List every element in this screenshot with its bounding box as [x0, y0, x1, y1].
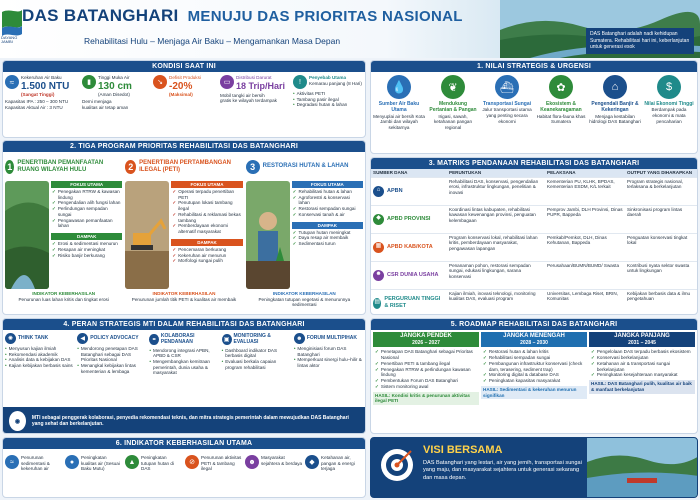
kondisi-item: [293, 75, 363, 111]
list-item: ✓ Rehabilitasi hutan & lahan: [292, 189, 352, 194]
peran-item: ▣ MONITORING & EVALUASI • Dashboard indikator DAS berbasis digital • Evaluasi berkala capaian program rehabilitasi: [222, 333, 291, 376]
program-list: [3, 152, 365, 311]
table-row: ⌂ APBN Rehabilitasi DAS, konservasi, pengendalian erosi, infrastruktur lingkungan, penelitian & inovasi Kementerian PU, KLHK, BPDAS, Kementerian ESDM, K/L terkait Program strategis nasional, terlaksana & berkelanjutan: [371, 177, 697, 205]
list-item: • Mendorong penetapan DAS Batanghari sebagai DAS Prioritas Nasional: [77, 346, 138, 363]
roadmap-phase: JANGKA PANJANG 2031 – 2045 ✓ Pengelolaan DAS terpadu berbasis ekosistem ✓ Konservasi berkelanjutan ✓ Ketahanan air & transportasi sungai berkelanjutan ✓ Peningkatan kesejahteraan masyarakat HASIL: DAS Batanghari pulih, kualitas air baik & manfaat berkelanjutan: [589, 332, 695, 405]
program-panel: [2, 140, 366, 315]
program-number: 2: [125, 160, 136, 174]
page-title: [22, 6, 463, 26]
peran-item: ☻ FORUM MULTIPIHAK • Menginisiasi forum DAS Batanghari • Memperkuat sinergi hulu–hilir & lintas aktor: [294, 333, 363, 376]
list-item: ✓ Perlindungan sempadan sungai: [52, 206, 108, 217]
people-icon: ☻: [245, 455, 259, 469]
kondisi-item: [82, 75, 150, 111]
kondisi-label: Penyebab Utama: [309, 75, 347, 80]
list-item: ✓ Monitoring digital & database DAS: [483, 372, 559, 378]
indikator-item: ▲ Peningkatan tutupan hutan di DAS: [125, 455, 183, 472]
list-item: ✓ Rehabilitasi & reklamasi bekas tambang: [172, 211, 241, 223]
kondisi-value: 18 Trip/Hari: [236, 80, 286, 91]
peran-item: ✺ THINK TANK • Menyusun kajian ilmiah • Rekomendasi akademik • Analisis data & kebijakan DAS • Kajian kebijakan berbasis sains: [5, 333, 74, 376]
list-item: ✓ Pencemaran berkurang: [172, 246, 227, 252]
nilai-list: [371, 72, 697, 134]
penyebab-list: [293, 91, 363, 108]
mti-text: MTI sebagai penggerak kolaborasi, penyedia rekomendasi teknis, dan mitra strategis pemerintah dalam mewujudkan DAS Batanghari yang sehat dan berkelanjutan.: [31, 414, 349, 427]
list-item: ✓ Pembangunan infrastruktur konservasi (check dam, terasering, sediment trap): [483, 360, 583, 372]
kondisi-label: Tinggi Muka Air: [98, 75, 130, 80]
visi-title: VISI BERSAMA: [423, 444, 503, 456]
nilai-panel: [370, 60, 698, 154]
title-rest: MENUJU DAS PRIORITAS NASIONAL: [187, 8, 463, 25]
nilai-item: ⛴ Transportasi Sungai Jalur transportasi utama yang penting secara ekonomi: [481, 75, 533, 131]
indikator-list: [3, 449, 365, 478]
nilai-item: $ Nilai Ekonomi Tinggi Berdampak pada ekonomi & mata pencaharian: [643, 75, 695, 131]
list-item: ✓ Ketahanan air & transportasi sungai berkelanjutan: [591, 360, 670, 372]
program-heading: PENERTIBAN PEMANFAATAN RUANG WILAYAH HULU: [17, 159, 104, 173]
table-row: ◆ APBD PROVINSI Koordinasi lintas kabupaten, rehabilitasi kawasan kewenangan provinsi, penguatan kelembagaan Pemprov Jambi, DLH Provinsi, Dinas PUPR, Bappeda Sinkronisasi program lintas daerah: [371, 205, 697, 233]
hero-note: DAS Batanghari adalah nadi kehidupan Sumatera. Rehabilitasi hari ini, keberlanjutan untuk generasi esok: [586, 28, 694, 54]
list-item: ✓ Pembentukan Forum DAS Batanghari: [375, 378, 458, 384]
list-item: ✓ Erosi & sedimentasi menurun: [52, 241, 118, 247]
money-icon: $: [657, 75, 681, 99]
matriks-panel: [370, 157, 698, 315]
list-item: ✓ Sedimentasi turun: [292, 241, 336, 247]
kondisi-title: KONDISI SAAT INI: [3, 61, 365, 72]
dampak-list: [171, 246, 242, 265]
kondisi-label: Distribusi Darurat: [236, 75, 272, 80]
droplet-icon: ●: [65, 455, 79, 469]
monitor-icon: ▣: [222, 334, 232, 345]
title-main: DAS BATANGHARI: [22, 6, 179, 25]
program-heading: RESTORASI HUTAN & LAHAN: [262, 163, 349, 170]
visi-panel: [370, 437, 698, 498]
indikator-item: ◆ Ketahanan air, pangan & energi terjaga: [305, 455, 363, 472]
kondisi-value: -20%: [169, 80, 193, 92]
indikator-item: ● Peningkatan kualitas air (Sesuai Baku Mutu): [65, 455, 123, 472]
nilai-title: 1. NILAI STRATEGIS & URGENSI: [371, 61, 697, 72]
roadmap-phase: JANGKA MENENGAH 2028 – 2030 ✓ Restorasi hutan & lahan kritis ✓ Rehabilitasi sempadan sungai ✓ Pembangunan infrastruktur konservasi (check dam, terasering, sediment trap) ✓ Monitoring digital & database DAS ✓ Peningkatan kapasitas masyarakat HASIL: Sedimentasi & kekeruhan menurun signifikan: [481, 332, 587, 405]
peran-panel: [2, 318, 366, 434]
list-item: • Menangkal kebijakan lintas kementerian & lembaga: [77, 363, 136, 374]
list-item: • Kajian kebijakan berbasis sains: [5, 363, 73, 369]
peran-list: [3, 330, 365, 379]
handshake-icon: ⚭: [149, 334, 158, 345]
list-item: ✓ Tutupan hutan meningkat: [292, 229, 351, 235]
list-item: • Rekomendasi akademik: [5, 351, 58, 357]
nilai-item: ✿ Ekosistem & Keanekaragaman Habitat flora-fauna khas Sumatera: [535, 75, 587, 131]
list-item: • Tambang pasir ilegal: [293, 96, 339, 102]
list-item: ✓ Agroforestri & konservasi lahan: [292, 194, 350, 206]
list-item: ✓ Penutupan lokasi tambang ilegal: [172, 200, 233, 212]
bank-icon: ⌂: [373, 186, 384, 197]
boat-icon: ⛴: [495, 75, 519, 99]
shield-icon: ◆: [373, 214, 384, 225]
indikator-item: ☻ Masyarakat sejahtera & berdaya: [245, 455, 303, 472]
nilai-item: 💧 Sumber Air Baku Utama Menyuplai air bersih Kota Jambi dan wilayah sekitarnya: [373, 75, 425, 131]
list-item: ✓ Penetapan DAS Batanghari sebagai Prioritas Nasional: [375, 349, 473, 361]
visi-text: DAS Batanghari yang lestari, air yang jernih, transportasi sungai yang maju, dan masyarakat sejahtera untuk generasi sekarang dan masa depan.: [423, 460, 582, 481]
list-item: ✓ Restorasi hutan & lahan kritis: [483, 349, 549, 355]
list-item: • Menyusun kajian ilmiah: [5, 346, 57, 351]
program-card: 2 PENERTIBAN PERTAMBANGAN ILEGAL (PETI) FOKUS UTAMA ✓ Operasi terpadu penertiban PETI ✓ Penutupan lokasi tambang ilegal ✓ Rehabilitasi & reklamasi bekas tambang ✓ Pemberdayaan ekonomi alternatif masyarakat DAMPAK ✓ Pencemaran berkurang ✓ Kekeruhan air menurun ✓ Morfologi sungai pulih INDIKATOR KEBERHASILAN Penurunan jumlah titik PETI & kualitas air membaik: [125, 155, 242, 308]
list-item: • Evaluasi berkala capaian program rehabilitasi: [221, 358, 277, 370]
building-icon: ▦: [373, 242, 384, 253]
forest-photo: [5, 181, 49, 289]
page-subtitle: Rehabilitasi Hulu – Menjaga Air Baku – Mengamankan Masa Depan: [84, 36, 341, 46]
list-item: ✓ Konservasi tanah & air: [292, 211, 345, 217]
program-card: 3 RESTORASI HUTAN & LAHAN FOKUS UTAMA ✓ Rehabilitasi hutan & lahan ✓ Agroforestri & konservasi lahan ✓ Restorasi sempadan sungai ✓ Konservasi tanah & air DAMPAK ✓ Tutupan hutan meningkat ✓ Daya resap air membaik ✓ Sedimentasi turun INDIKATOR KEBERHASILAN Peningkatan tutupan vegetasi & menurunnya sedimentasi: [246, 155, 363, 308]
tree-icon: ▲: [125, 455, 139, 469]
list-item: • Memperkuat sinergi hulu–hilir & lintas aktor: [293, 357, 362, 369]
list-item: • Degradasi hutan & lahan: [293, 102, 348, 108]
matriks-title: 3. MATRIKS PENDANAAN REHABILITASI DAS BATANGHARI: [371, 158, 697, 169]
peran-title: 4. PERAN STRATEGIS MTI DALAM REHABILITASI DAS BATANGHARI: [3, 319, 365, 330]
indikator-title: 6. INDIKATOR KEBERHASILAN UTAMA: [3, 438, 365, 449]
list-item: ✓ Penertiban PETI & tambang ilegal: [375, 360, 451, 366]
kondisi-note: (Sangat Tinggi): [21, 91, 55, 97]
indikator-item: ⊘ Penurunan aktivitas PETI & tambang ilegal: [185, 455, 243, 472]
water-drop-icon: ≈: [5, 75, 19, 89]
logo: [0, 4, 24, 52]
water-drop-icon: ≈: [5, 455, 19, 469]
program-card: 1 PENERTIBAN PEMANFAATAN RUANG WILAYAH HULU FOKUS UTAMA ✓ Penegakan RTRW & kawasan lindung ✓ Pengendalian alih fungsi lahan ✓ Perlindungan sempadan sungai ✓ Pengawasan pemanfaatan lahan DAMPAK ✓ Erosi & sedimentasi menurun ✓ Resapan air meningkat ✓ Risiko banjir berkurang INDIKATOR KEBERHASILAN Penurunan luas lahan kritis dan tingkat erosi: [5, 155, 122, 308]
list-item: ✓ Sistem monitoring awal: [375, 383, 429, 389]
book-icon: ▤: [373, 298, 381, 309]
kondisi-panel: [2, 60, 366, 138]
shield-icon: ◆: [305, 455, 319, 469]
list-item: • Dashboard indikator DAS berbasis digital: [221, 347, 278, 359]
leaf-icon: ✿: [549, 75, 573, 99]
indikator-panel: [2, 437, 366, 498]
list-item: ✓ Konservasi berkelanjutan: [591, 355, 649, 361]
list-item: ✓ Pengelolaan DAS terpadu berbasis ekosistem: [591, 349, 691, 355]
list-item: ✓ Peningkatan kapasitas masyarakat: [483, 378, 561, 384]
kondisi-value: 130 cm: [98, 80, 132, 92]
roadmap-phase: JANGKA PENDEK 2026 – 2027 ✓ Penetapan DAS Batanghari sebagai Prioritas Nasional ✓ Penertiban PETI & tambang ilegal ✓ Penegakan RTRW & perlindungan kawasan lindung ✓ Pembentukan Forum DAS Batanghari ✓ Sistem monitoring awal HASIL: Kondisi kritis & penurunan aktivitas ilegal PETI: [373, 332, 479, 405]
target-icon: [379, 447, 415, 483]
list-item: ✓ Pemberdayaan ekonomi alternatif masyarakat: [172, 223, 228, 235]
roadmap-title: 5. ROADMAP REHABILITASI DAS BATANGHARI: [371, 319, 697, 330]
truck-icon: ▭: [220, 75, 234, 89]
program-number: 1: [5, 160, 14, 174]
nilai-item: ❦ Mendukung Pertanian & Pangan Irigasi, sawah, ketahanan pangan regional: [427, 75, 479, 131]
list-item: ✓ Penegakan RTRW & perlindungan kawasan lindung: [375, 366, 471, 378]
brain-icon: ✺: [5, 333, 16, 344]
list-item: • Mengembangkan kemitraan pemerintah, dunia usaha & masyarakat: [149, 358, 210, 376]
kondisi-extra: Mobil tangki air bersih gratis ke wilayah terdampak: [220, 92, 277, 104]
mti-banner: [3, 407, 366, 434]
list-item: ✓ Operasi terpadu penertiban PETI: [172, 189, 235, 200]
peran-item: ⚭ KOLABORASI PENDANAAN • Mendorong integrasi APBN, APBD & CSR • Mengembangkan kemitraan pemerintah, dunia usaha & masyarakat: [149, 333, 218, 376]
fokus-list: [171, 188, 242, 236]
kondisi-note: (Maksimal): [169, 91, 193, 97]
fokus-list: [292, 188, 363, 219]
page-header: [0, 0, 700, 58]
warning-icon: !: [293, 75, 307, 89]
list-item: ✓ Peningkatan kesejahteraan masyarakat: [591, 372, 678, 378]
kondisi-list: [3, 72, 365, 114]
planting-photo: [246, 181, 290, 289]
mti-logo: ◉: [9, 411, 26, 431]
matriks-header-row: SUMBER DANA PERUNTUKAN PELAKSANA OUTPUT YANG DIHARAPKAN: [371, 169, 697, 177]
dampak-list: [292, 229, 363, 248]
roadmap-panel: [370, 318, 698, 434]
list-item: ✓ Kekeruhan air menurun: [172, 252, 227, 258]
kondisi-value: 1.500 NTU: [21, 80, 70, 92]
peran-item: ◀ POLICY ADVOCACY • Mendorong penetapan DAS Batanghari sebagai DAS Prioritas Nasional • Menangkal kebijakan lintas kementerian & lembaga: [77, 333, 146, 376]
kondisi-item: [5, 75, 79, 111]
list-item: ✓ Rehabilitasi sempadan sungai: [483, 355, 551, 361]
kondisi-label: Defisit Produksi: [169, 75, 201, 80]
program-number: 3: [246, 160, 260, 174]
plant-icon: ❦: [441, 75, 465, 99]
table-row: ▦ APBD KAB/KOTA Program konservasi lokal, rehabilitasi lahan kritis, pemberdayaan masyarakat, pengawasan lapangan Pemkab/Pemkot, DLH, Dinas Kehutanan, Bappeda Penguatan konservasi tingkat lokal: [371, 233, 697, 261]
excavator-photo: [125, 181, 169, 289]
table-row: ☻ CSR DUNIA USAHA Penanaman pohon, restorasi sempadan sungai, edukasi lingkungan, sarana konservasi Perusahaan/BUMN/BUMD/ Swasta Kontribusi nyata sektor swasta untuk lingkungan: [371, 261, 697, 289]
list-item: ✓ Pengawasan pemanfaatan lahan: [52, 217, 113, 229]
list-item: • Aktivitas PETI: [293, 91, 326, 96]
kondisi-label: Kekeruhan Air Baku: [21, 75, 62, 80]
kondisi-item: [153, 75, 217, 111]
people-icon: ☻: [373, 270, 384, 281]
logo-text: DAYANG JAMBI: [1, 35, 18, 45]
list-item: • Mendorong integrasi APBN, APBD & CSR: [149, 347, 210, 359]
indikator-item: ≈ Penurunan sedimentasi & kekeruhan air: [5, 455, 63, 472]
kondisi-note: (Aman Disedot): [98, 91, 130, 97]
kondisi-item: [220, 75, 290, 111]
roadmap-list: [371, 330, 697, 407]
group-icon: ☻: [294, 333, 305, 344]
water-level-icon: ▮: [82, 75, 96, 89]
dampak-list: [51, 240, 122, 259]
megaphone-icon: ◀: [77, 333, 88, 344]
kondisi-note: Kemarau panjang (8 Hari): [309, 80, 362, 86]
table-row: ▤ PERGURUAN TINGGI & RISET Kajian ilmiah, inovasi teknologi, monitoring kualitas DAS, evaluasi program Universitas, Lembaga Riset, BRIN, Komunitas Kebijakan berbasis data & ilmu pengetahuan: [371, 289, 697, 315]
fokus-list: [51, 188, 122, 230]
list-item: ✓ Penegakan RTRW & kawasan lindung: [52, 189, 120, 200]
no-mining-icon: ⊘: [185, 455, 199, 469]
list-item: ✓ Pengendalian alih fungsi lahan: [52, 200, 121, 206]
water-drop-icon: 💧: [387, 75, 411, 99]
river-photo: [587, 438, 698, 498]
program-title: 2. TIGA PROGRAM PRIORITAS REHABILITASI DAS BATANGHARI: [3, 141, 365, 152]
house-flood-icon: ⌂: [603, 75, 627, 99]
kondisi-extra: Demi menjaga kualitas air tetap aman: [82, 99, 129, 111]
chart-down-icon: ↘: [153, 75, 167, 89]
program-heading: PENERTIBAN PERTAMBANGAN ILEGAL (PETI): [139, 159, 231, 173]
kondisi-extra: Kapasitas IPA : 250 – 300 NTU Kapasitas Aktual Air : 3 NTU: [5, 99, 69, 111]
list-item: • Analisis data & kebijakan DAS: [5, 357, 71, 363]
list-item: ✓ Resapan air meningkat: [52, 246, 106, 252]
list-item: ✓ Restorasi sempadan sungai: [292, 206, 356, 212]
list-item: • Menginisiasi forum DAS Batanghari: [293, 346, 347, 357]
list-item: ✓ Risiko banjir berkurang: [52, 252, 105, 258]
list-item: ✓ Daya resap air membaik: [292, 235, 349, 241]
list-item: ✓ Morfologi sungai pulih: [172, 258, 223, 264]
nilai-item: ⌂ Pengendali Banjir & Kekeringan Menjaga kestabilan hidrologi DAS Batanghari: [589, 75, 641, 131]
